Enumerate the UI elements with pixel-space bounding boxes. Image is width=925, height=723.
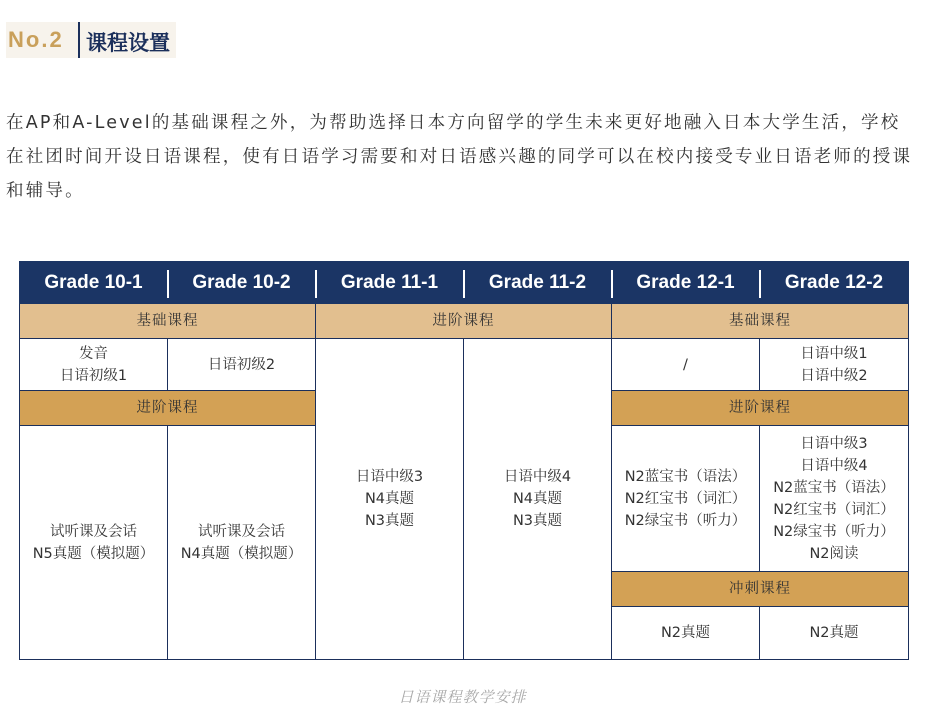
cell-line: 日语中级4	[800, 457, 868, 474]
cell-line: N4真题（模拟题）	[180, 545, 303, 562]
cell-line: 日语中级3	[355, 469, 424, 485]
cell-line: N2红宝书（词汇）	[773, 501, 895, 518]
section-number: No.2	[8, 27, 64, 52]
intro-paragraph: 在AP和A-Level的基础课程之外，为帮助选择日本方向留学的学生未来更好地融入日本大学生活，学校在社团时间开设日语课程，使有日语学习需要和对日语感兴趣的同学可以在校内接受专业日语老师的授课和辅导。	[6, 113, 913, 201]
section-heading	[6, 22, 176, 58]
cell-line: 日语中级2	[800, 367, 868, 384]
cell-g12-1-basic	[612, 339, 760, 391]
cell-g10-1-advanced	[20, 426, 168, 660]
header-separator	[611, 270, 613, 298]
cell-line: N2红宝书（词汇）	[624, 490, 747, 507]
header-grade-11-2: Grade 11-2	[464, 262, 612, 304]
cell-line: N4真题	[512, 491, 563, 507]
header-separator	[759, 270, 761, 298]
header-grade-10-1: Grade 10-1	[20, 262, 168, 304]
category-g12-basic: 基础课程	[612, 304, 909, 339]
cell-line: N4真题	[364, 491, 415, 507]
cell-line: 试听课及会话	[50, 523, 137, 540]
cell-line: N2真题	[660, 625, 711, 641]
category-g12-sprint: 冲刺课程	[612, 572, 909, 607]
cell-g12-2-basic	[760, 339, 909, 391]
cell-line: N2蓝宝书（语法）	[624, 468, 747, 485]
cell-g11-2	[464, 339, 612, 660]
category-g10-basic: 基础课程	[20, 304, 316, 339]
cell-g12-2-advanced	[760, 426, 909, 572]
header-grade-12-1: Grade 12-1	[612, 262, 760, 304]
cell-line: 日语初级1	[59, 367, 128, 384]
cell-line: 日语中级3	[800, 435, 868, 452]
cell-g11-1	[316, 339, 464, 660]
cell-line: N2真题	[809, 625, 859, 641]
cell-line: N5真题（模拟题）	[32, 545, 155, 562]
cell-line: N2绿宝书（听力）	[624, 512, 747, 529]
cell-line: 日语中级4	[503, 469, 572, 485]
cell-g10-1-basic	[20, 339, 168, 391]
cell-line: 日语中级1	[800, 345, 868, 362]
header-grade-11-1: Grade 11-1	[316, 262, 464, 304]
table-caption: 日语课程教学安排	[398, 688, 527, 706]
category-g10-advanced: 进阶课程	[20, 391, 316, 426]
cell-g10-2-basic	[168, 339, 316, 391]
category-g11-advanced: 进阶课程	[316, 304, 612, 339]
curriculum-table	[19, 261, 909, 660]
cell-line: N2绿宝书（听力）	[773, 523, 895, 540]
section-divider	[78, 22, 80, 58]
cell-line: N2阅读	[809, 545, 859, 562]
cell-g12-1-sprint	[612, 607, 760, 660]
cell-line: 发音	[79, 345, 108, 362]
category-g12-advanced: 进阶课程	[612, 391, 909, 426]
cell-line: N3真题	[364, 513, 415, 529]
header-row	[20, 262, 909, 304]
header-separator	[463, 270, 465, 298]
cell-line: 试听课及会话	[198, 523, 285, 540]
section-title: 课程设置	[86, 31, 170, 55]
cell-line: /	[683, 356, 688, 373]
header-grade-10-2: Grade 10-2	[168, 262, 316, 304]
cell-line: N2蓝宝书（语法）	[773, 479, 895, 496]
cell-g12-2-sprint	[760, 607, 909, 660]
header-separator	[315, 270, 317, 298]
cell-line: N3真题	[512, 513, 563, 529]
cell-g10-2-advanced	[168, 426, 316, 660]
cell-line: 日语初级2	[207, 356, 276, 373]
cell-g12-1-advanced	[612, 426, 760, 572]
header-grade-12-2: Grade 12-2	[760, 262, 909, 304]
header-separator	[167, 270, 169, 298]
